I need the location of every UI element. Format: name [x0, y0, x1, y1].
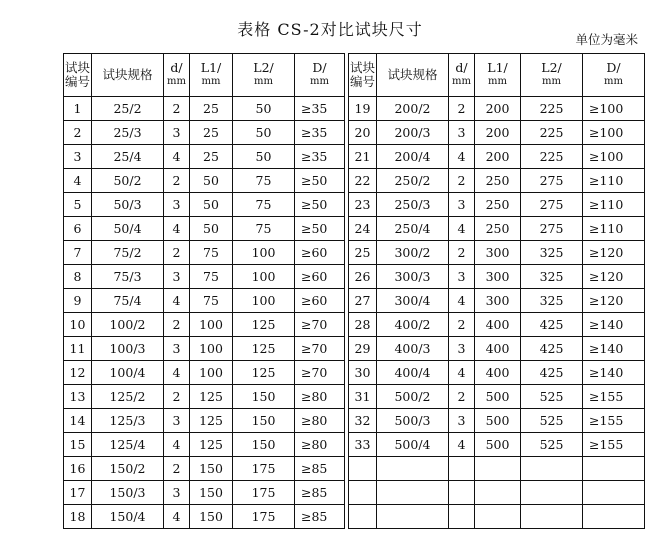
cell-block-number: 6	[64, 217, 92, 241]
table-row	[349, 433, 645, 457]
cell-block-number: 25	[349, 241, 377, 265]
cell-l1: 50	[190, 169, 233, 193]
dimension-table-right	[348, 53, 645, 529]
table-row	[349, 337, 645, 361]
cell-d: 2	[449, 241, 475, 265]
cell-block-number: 16	[64, 457, 92, 481]
cell-d: 4	[449, 145, 475, 169]
cell-block-number: 27	[349, 289, 377, 313]
table-row	[64, 169, 345, 193]
cell-diameter: ≥155	[583, 433, 645, 457]
cell-block-spec: 75/2	[92, 241, 164, 265]
empty-row	[349, 457, 645, 481]
table-row	[349, 145, 645, 169]
cell-l2: 125	[233, 313, 295, 337]
cell-diameter: ≥100	[583, 121, 645, 145]
cell-block-number: 7	[64, 241, 92, 265]
table-row	[64, 337, 345, 361]
cell-d: 3	[164, 193, 190, 217]
cell-block-spec: 150/3	[92, 481, 164, 505]
cell-l2: 175	[233, 481, 295, 505]
cell-d: 4	[164, 289, 190, 313]
cell-block-spec: 500/2	[377, 385, 449, 409]
cell-block-number: 13	[64, 385, 92, 409]
cell-diameter: ≥35	[295, 121, 345, 145]
table-row	[349, 169, 645, 193]
cell-d: 4	[449, 217, 475, 241]
cell-l2: 50	[233, 121, 295, 145]
cell-l1: 200	[475, 145, 521, 169]
cell-d: 4	[164, 361, 190, 385]
cell-l2: 525	[521, 409, 583, 433]
cell-l2: 150	[233, 385, 295, 409]
cell-l1: 250	[475, 217, 521, 241]
cell-block-spec: 400/3	[377, 337, 449, 361]
cell-block-number: 20	[349, 121, 377, 145]
cell-block-number: 28	[349, 313, 377, 337]
cell-diameter: ≥80	[295, 385, 345, 409]
table-row	[349, 289, 645, 313]
cell-diameter: ≥70	[295, 337, 345, 361]
cell-l1: 300	[475, 265, 521, 289]
cell-d: 3	[449, 121, 475, 145]
cell-block-spec: 250/2	[377, 169, 449, 193]
cell-block-spec: 300/3	[377, 265, 449, 289]
header-block-spec: 试块规格	[377, 54, 449, 97]
cell-block-spec: 300/4	[377, 289, 449, 313]
cell-diameter: ≥110	[583, 193, 645, 217]
cell-l1: 400	[475, 337, 521, 361]
cell-block-spec: 100/2	[92, 313, 164, 337]
cell-l1	[475, 505, 521, 529]
cell-l1: 75	[190, 241, 233, 265]
header-l2: L2/ mm	[521, 54, 583, 97]
cell-l1: 25	[190, 145, 233, 169]
header-diameter: D/ mm	[295, 54, 345, 97]
cell-l1: 300	[475, 289, 521, 313]
table-row	[64, 241, 345, 265]
table-row	[349, 97, 645, 121]
cell-block-spec: 50/3	[92, 193, 164, 217]
cell-block-spec: 200/3	[377, 121, 449, 145]
cell-block-number: 11	[64, 337, 92, 361]
table-row	[64, 97, 345, 121]
cell-l2: 425	[521, 337, 583, 361]
table-row	[349, 121, 645, 145]
cell-l2: 225	[521, 121, 583, 145]
cell-block-spec: 75/4	[92, 289, 164, 313]
page-title: 表格 CS-2对比试块尺寸	[237, 20, 423, 39]
cell-block-spec: 150/4	[92, 505, 164, 529]
cell-l1: 150	[190, 481, 233, 505]
cell-l2	[521, 457, 583, 481]
empty-row	[349, 481, 645, 505]
header-row	[64, 54, 345, 97]
cell-l2: 100	[233, 241, 295, 265]
cell-d: 4	[449, 433, 475, 457]
cell-l2: 225	[521, 145, 583, 169]
cell-d: 3	[164, 121, 190, 145]
cell-l1: 200	[475, 97, 521, 121]
table-row	[64, 313, 345, 337]
table-row	[349, 217, 645, 241]
cell-diameter: ≥110	[583, 169, 645, 193]
cell-block-spec: 100/3	[92, 337, 164, 361]
cell-d: 3	[164, 409, 190, 433]
cell-l2: 100	[233, 265, 295, 289]
cell-d: 2	[164, 457, 190, 481]
header-d: d/ mm	[449, 54, 475, 97]
cell-l2: 325	[521, 241, 583, 265]
cell-block-spec: 50/2	[92, 169, 164, 193]
cell-d: 3	[449, 265, 475, 289]
cell-d: 2	[164, 97, 190, 121]
table-row	[64, 145, 345, 169]
header-block-number: 试块 编号	[349, 54, 377, 97]
cell-block-spec: 250/4	[377, 217, 449, 241]
cell-d: 2	[449, 385, 475, 409]
cell-diameter	[583, 505, 645, 529]
cell-block-number: 24	[349, 217, 377, 241]
cell-block-number: 9	[64, 289, 92, 313]
cell-diameter: ≥80	[295, 409, 345, 433]
cell-l2: 425	[521, 361, 583, 385]
header-l2: L2/ mm	[233, 54, 295, 97]
cell-d	[449, 457, 475, 481]
cell-block-spec: 75/3	[92, 265, 164, 289]
cell-l1: 400	[475, 361, 521, 385]
cell-diameter: ≥120	[583, 289, 645, 313]
header-l1: L1/ mm	[475, 54, 521, 97]
cell-l2: 175	[233, 457, 295, 481]
cell-diameter: ≥85	[295, 457, 345, 481]
cell-l1	[475, 481, 521, 505]
cell-d: 2	[449, 169, 475, 193]
cell-block-spec: 25/4	[92, 145, 164, 169]
header-block-spec: 试块规格	[92, 54, 164, 97]
cell-block-spec: 250/3	[377, 193, 449, 217]
table-row	[349, 409, 645, 433]
cell-d: 4	[449, 361, 475, 385]
cell-block-number: 23	[349, 193, 377, 217]
cell-l1: 100	[190, 313, 233, 337]
cell-l1: 300	[475, 241, 521, 265]
cell-diameter: ≥120	[583, 241, 645, 265]
cell-l1: 125	[190, 409, 233, 433]
cell-l2: 150	[233, 409, 295, 433]
table-row	[349, 313, 645, 337]
cell-l2: 125	[233, 361, 295, 385]
cell-block-number: 18	[64, 505, 92, 529]
cell-l2: 50	[233, 145, 295, 169]
cell-l2: 175	[233, 505, 295, 529]
cell-diameter: ≥60	[295, 265, 345, 289]
cell-d: 2	[164, 313, 190, 337]
cell-block-spec: 500/4	[377, 433, 449, 457]
cell-d: 4	[164, 433, 190, 457]
table-row	[64, 361, 345, 385]
cell-block-number: 4	[64, 169, 92, 193]
cell-d: 3	[164, 337, 190, 361]
cell-block-spec: 25/2	[92, 97, 164, 121]
cell-l1: 150	[190, 457, 233, 481]
cell-l2: 75	[233, 169, 295, 193]
cell-block-number: 29	[349, 337, 377, 361]
table-row	[64, 409, 345, 433]
cell-l1: 50	[190, 193, 233, 217]
empty-row	[349, 505, 645, 529]
cell-l1: 125	[190, 385, 233, 409]
header-block-number: 试块 编号	[64, 54, 92, 97]
cell-l1: 500	[475, 385, 521, 409]
cell-block-spec: 100/4	[92, 361, 164, 385]
cell-diameter: ≥50	[295, 193, 345, 217]
cell-diameter: ≥155	[583, 385, 645, 409]
table-row	[349, 385, 645, 409]
cell-diameter: ≥50	[295, 169, 345, 193]
cell-block-number: 14	[64, 409, 92, 433]
cell-block-spec	[377, 505, 449, 529]
cell-l2: 425	[521, 313, 583, 337]
cell-d: 3	[449, 409, 475, 433]
table-row	[64, 385, 345, 409]
header-l1: L1/ mm	[190, 54, 233, 97]
cell-block-spec: 125/3	[92, 409, 164, 433]
table-row	[349, 361, 645, 385]
cell-block-number: 31	[349, 385, 377, 409]
cell-block-number	[349, 481, 377, 505]
cell-d: 2	[164, 385, 190, 409]
cell-l1: 125	[190, 433, 233, 457]
cell-l1: 25	[190, 121, 233, 145]
cell-d: 3	[449, 337, 475, 361]
cell-block-spec: 200/4	[377, 145, 449, 169]
cell-diameter: ≥50	[295, 217, 345, 241]
cell-l1: 75	[190, 265, 233, 289]
cell-diameter: ≥60	[295, 241, 345, 265]
cell-diameter: ≥100	[583, 97, 645, 121]
cell-l2: 275	[521, 217, 583, 241]
cell-l1: 500	[475, 433, 521, 457]
cell-diameter	[583, 457, 645, 481]
cell-block-spec: 400/4	[377, 361, 449, 385]
cell-block-spec: 400/2	[377, 313, 449, 337]
cell-diameter: ≥70	[295, 313, 345, 337]
cell-block-spec: 125/2	[92, 385, 164, 409]
cell-block-number	[349, 457, 377, 481]
table-row	[64, 505, 345, 529]
cell-block-number: 10	[64, 313, 92, 337]
cell-l2: 125	[233, 337, 295, 361]
cell-d: 2	[164, 241, 190, 265]
cell-l2	[521, 505, 583, 529]
table-row	[64, 193, 345, 217]
cell-block-number: 12	[64, 361, 92, 385]
cell-d: 3	[164, 265, 190, 289]
cell-l2: 275	[521, 169, 583, 193]
cell-d	[449, 505, 475, 529]
cell-diameter: ≥85	[295, 505, 345, 529]
cell-diameter: ≥85	[295, 481, 345, 505]
cell-diameter: ≥155	[583, 409, 645, 433]
cell-d: 4	[164, 145, 190, 169]
cell-block-number: 21	[349, 145, 377, 169]
cell-l2: 275	[521, 193, 583, 217]
cell-diameter: ≥140	[583, 337, 645, 361]
cell-l2: 150	[233, 433, 295, 457]
cell-diameter: ≥80	[295, 433, 345, 457]
cell-block-number: 8	[64, 265, 92, 289]
cell-l2: 100	[233, 289, 295, 313]
unit-note: 单位为毫米	[575, 32, 638, 47]
cell-block-number: 19	[349, 97, 377, 121]
cell-diameter	[583, 481, 645, 505]
cell-l2: 225	[521, 97, 583, 121]
cell-l2: 75	[233, 217, 295, 241]
cell-block-number	[349, 505, 377, 529]
cell-diameter: ≥120	[583, 265, 645, 289]
cell-diameter: ≥110	[583, 217, 645, 241]
cell-block-spec: 500/3	[377, 409, 449, 433]
cell-l1	[475, 457, 521, 481]
cell-l2: 50	[233, 97, 295, 121]
cell-block-spec: 25/3	[92, 121, 164, 145]
table-row	[64, 289, 345, 313]
header-diameter: D/ mm	[583, 54, 645, 97]
cell-d: 4	[449, 289, 475, 313]
table-row	[349, 265, 645, 289]
cell-l1: 100	[190, 337, 233, 361]
cell-block-number: 33	[349, 433, 377, 457]
cell-l2: 75	[233, 193, 295, 217]
cell-block-spec: 200/2	[377, 97, 449, 121]
cell-block-spec	[377, 481, 449, 505]
cell-block-number: 5	[64, 193, 92, 217]
cell-block-spec	[377, 457, 449, 481]
table-row	[64, 121, 345, 145]
cell-l1: 250	[475, 169, 521, 193]
cell-l2: 325	[521, 265, 583, 289]
table-row	[64, 481, 345, 505]
table-row	[64, 217, 345, 241]
table-row	[349, 193, 645, 217]
cell-l1: 150	[190, 505, 233, 529]
cell-diameter: ≥35	[295, 97, 345, 121]
cell-block-number: 22	[349, 169, 377, 193]
cell-d: 2	[164, 169, 190, 193]
cell-l2	[521, 481, 583, 505]
table-row	[349, 241, 645, 265]
cell-l1: 200	[475, 121, 521, 145]
cell-diameter: ≥140	[583, 361, 645, 385]
cell-d: 4	[164, 505, 190, 529]
cell-block-number: 30	[349, 361, 377, 385]
table-row	[64, 433, 345, 457]
cell-l2: 525	[521, 385, 583, 409]
cell-l1: 75	[190, 289, 233, 313]
cell-block-number: 1	[64, 97, 92, 121]
cell-d	[449, 481, 475, 505]
cell-diameter: ≥60	[295, 289, 345, 313]
cell-block-number: 32	[349, 409, 377, 433]
cell-l1: 50	[190, 217, 233, 241]
cell-l2: 325	[521, 289, 583, 313]
header-d: d/ mm	[164, 54, 190, 97]
cell-diameter: ≥140	[583, 313, 645, 337]
cell-block-number: 17	[64, 481, 92, 505]
cell-d: 3	[164, 481, 190, 505]
cell-diameter: ≥100	[583, 145, 645, 169]
cell-d: 4	[164, 217, 190, 241]
cell-d: 3	[449, 193, 475, 217]
cell-block-number: 3	[64, 145, 92, 169]
cell-block-number: 2	[64, 121, 92, 145]
cell-l1: 250	[475, 193, 521, 217]
cell-diameter: ≥70	[295, 361, 345, 385]
cell-block-spec: 300/2	[377, 241, 449, 265]
cell-block-spec: 125/4	[92, 433, 164, 457]
cell-l1: 500	[475, 409, 521, 433]
cell-block-spec: 150/2	[92, 457, 164, 481]
cell-block-number: 15	[64, 433, 92, 457]
cell-d: 2	[449, 97, 475, 121]
cell-l2: 525	[521, 433, 583, 457]
cell-l1: 400	[475, 313, 521, 337]
cell-l1: 25	[190, 97, 233, 121]
table-row	[64, 457, 345, 481]
cell-block-number: 26	[349, 265, 377, 289]
header-row	[349, 54, 645, 97]
cell-d: 2	[449, 313, 475, 337]
cell-block-spec: 50/4	[92, 217, 164, 241]
cell-diameter: ≥35	[295, 145, 345, 169]
table-row	[64, 265, 345, 289]
dimension-table-left	[63, 53, 345, 529]
cell-l1: 100	[190, 361, 233, 385]
